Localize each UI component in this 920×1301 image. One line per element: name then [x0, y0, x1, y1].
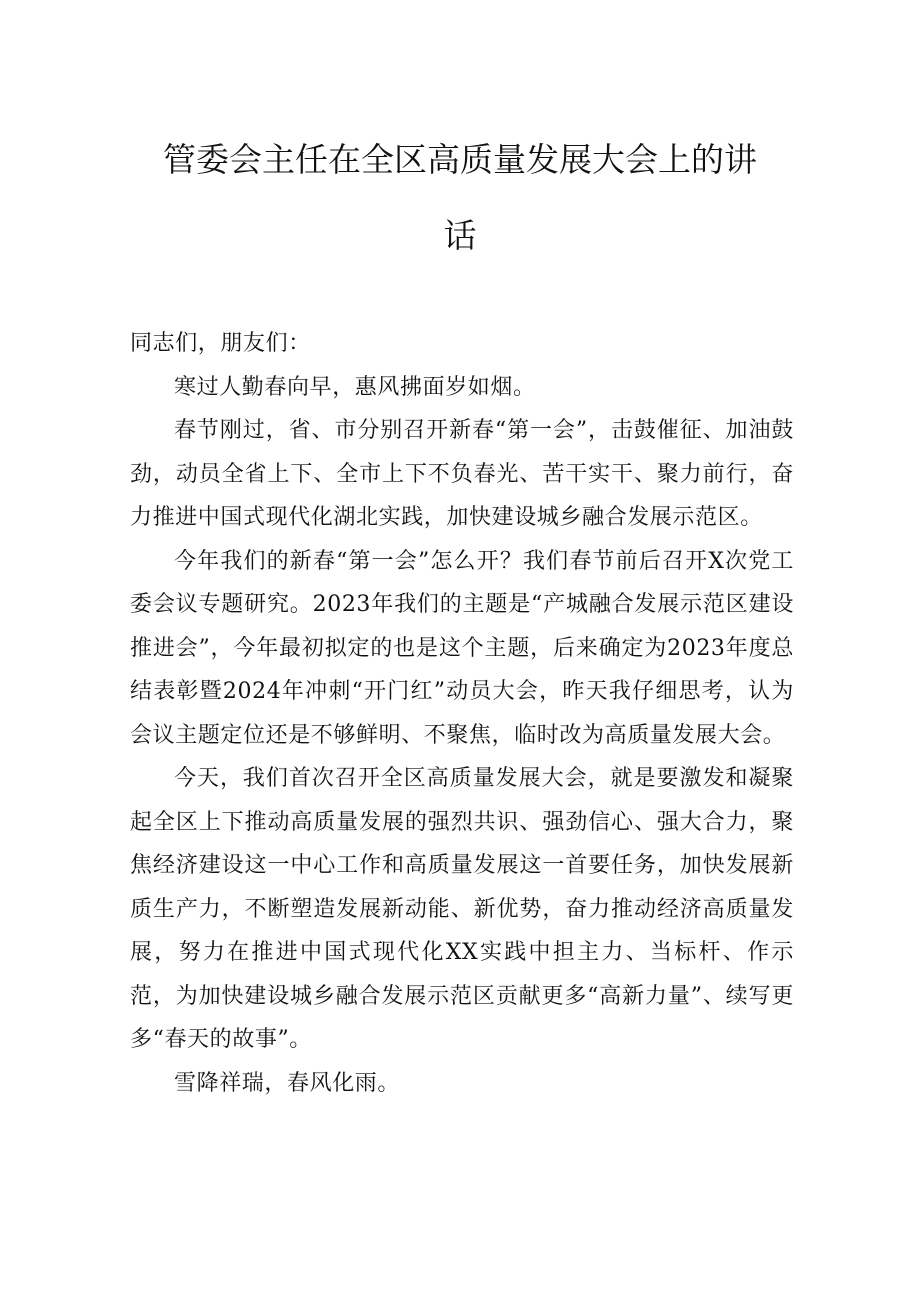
document-title-line-1: 管委会主任在全区高质量发展大会上的讲 [163, 140, 757, 179]
paragraph-1: 寒过人勤春向早，惠风拂面岁如烟。 [174, 374, 536, 400]
paragraph-5: 雪降祥瑞，春风化雨。 [174, 1070, 401, 1096]
paragraph-3: 今年我们的新春“第一会”怎么开？我们春节前后召开X次党工委会议专题研究。2023年我们的主题是“产城融合发展示范区建设推进会”，今年最初拟定的也是这个主题，后来确定为2023年度总结表彰暨2024年冲刺“开门红”动员大会，昨天我仔细思考，认为会议主题定位还是不够鲜明、不聚焦，临时改为高质量发展大会。 [130, 548, 794, 748]
salutation: 同志们，朋友们： [130, 331, 311, 356]
paragraph-4: 今天，我们首次召开全区高质量发展大会，就是要激发和凝聚起全区上下推动高质量发展的强烈共识、强劲信心、强大合力，聚焦经济建设这一中心工作和高质量发展这一首要任务，加快发展新质生产力，不断塑造发展新动能、新优势，奋力推动经济高质量发展，努力在推进中国式现代化XX实践中担主力、当标杆、作示范，为加快建设城乡融合发展示范区贡献更多“高新力量”、续写更多“春天的故事”。 [130, 766, 794, 1052]
paragraph-2: 春节刚过，省、市分别召开新春“第一会”，击鼓催征、加油鼓劲，动员全省上下、全市上下不负春光、苦干实干、聚力前行，奋力推进中国式现代化湖北实践，加快建设城乡融合发展示范区。 [130, 418, 794, 530]
document-title-line-2: 话 [443, 216, 477, 255]
document-body [130, 322, 794, 1105]
